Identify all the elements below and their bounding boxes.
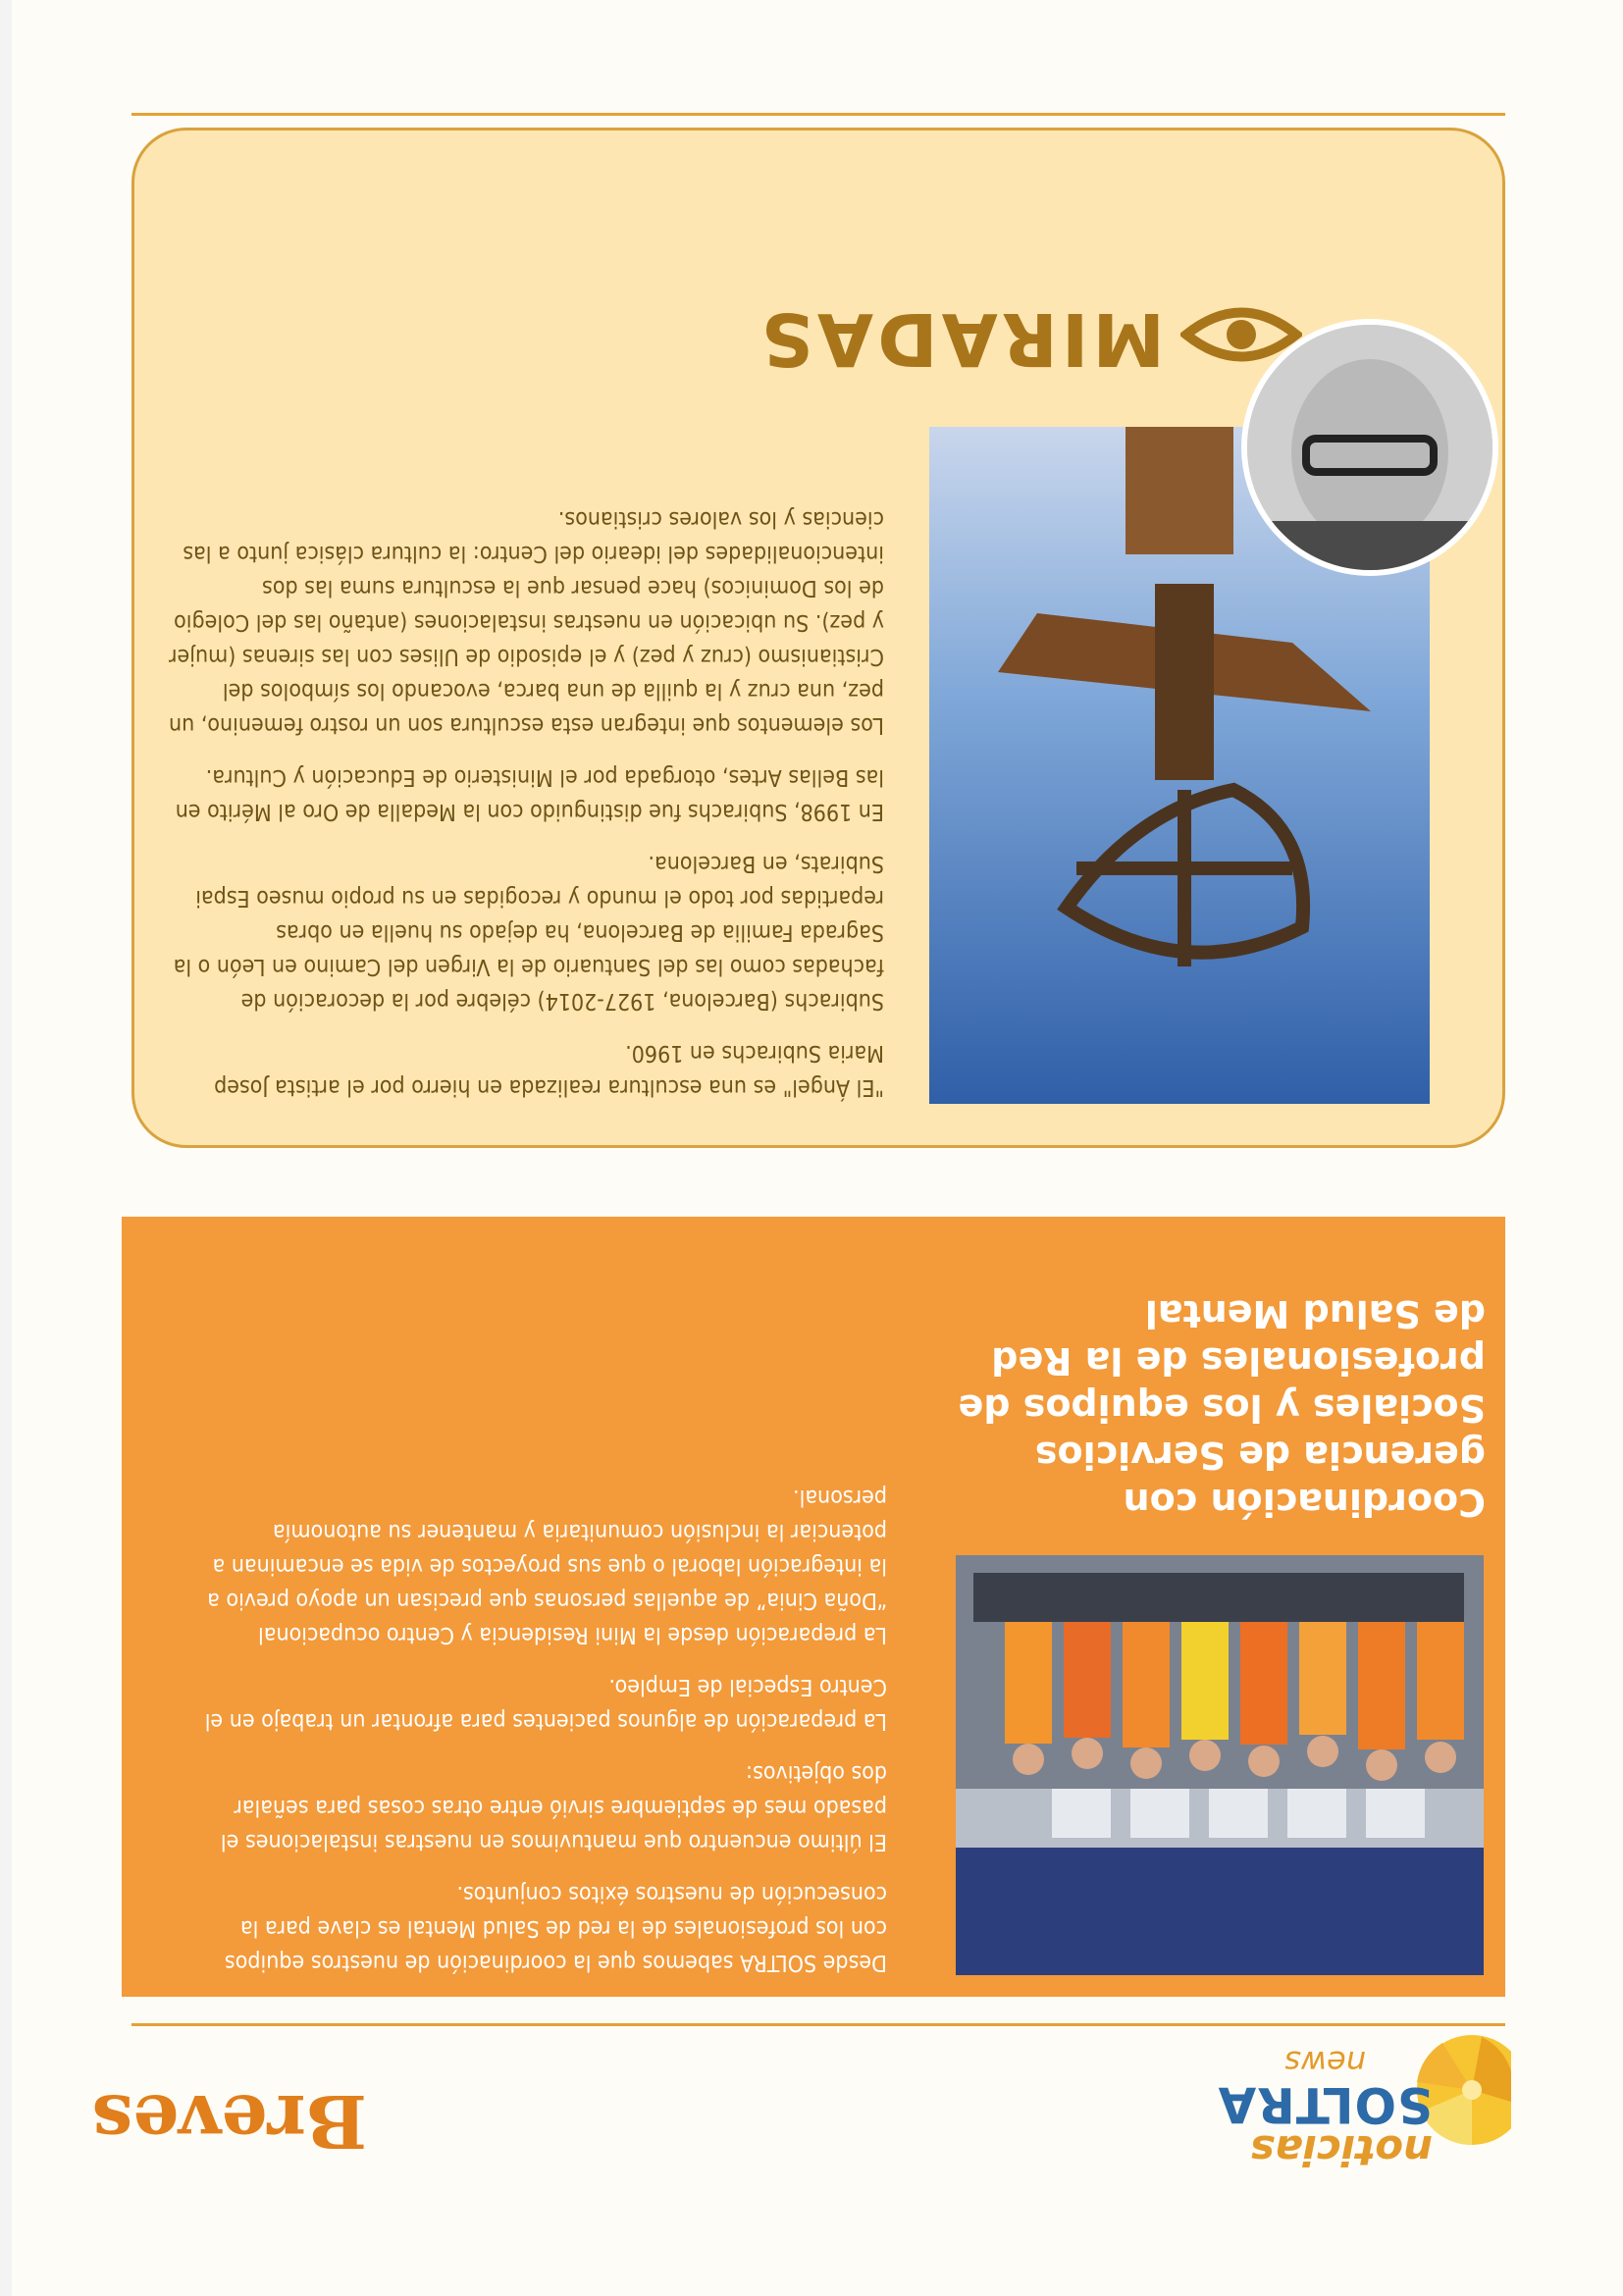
brand-news: news <box>1284 2044 1366 2081</box>
brand-noticias: noticias <box>1250 2126 1433 2174</box>
coordination-article <box>122 1217 1505 1997</box>
brand-soltra: SOLTRA <box>1217 2076 1433 2133</box>
article-headline: Coordinación con gerencia de Servicios Sociales y los equipos de profesionales de la Red de Salud Mental <box>958 1292 1486 1524</box>
miradas-paragraph: Los elementos que integran esta escultura son un rostro femenino, un pez, una cruz y la quilla de una barca, evocando los símbolos del Cristianismo (cruz y pez) y el episodio de Ulises con las sirenas (mujer y pez). Su ubicación en nuestras instalaciones (antaño las del Colegio de los Dominicos) hace pensar que la escultura suma las dos intencionalidades del ideario del Centro: la cultura clásica junto a las ciencias y los valores cristianos. <box>168 506 884 738</box>
article-body <box>200 1462 887 1979</box>
magazine-page <box>12 0 1623 2296</box>
miradas-title: MIRADAS <box>757 296 1165 381</box>
article-paragraph: Desde SOLTRA sabemos que la coordinación de nuestros equipos con los profesionales de la red de Salud Mental es clave para la consecución de nuestros éxitos conjuntos. <box>224 1881 887 1975</box>
header-divider <box>131 2023 1505 2026</box>
miradas-article <box>131 128 1505 1148</box>
footer-divider <box>131 113 1505 116</box>
article-paragraph: El último encuentro que mantuvimos en nuestras instalaciones el pasado mes de septiembre sirvió entre otras cosas para señalar dos objetivos: <box>220 1760 887 1854</box>
workers-group-photo <box>956 1555 1484 1975</box>
article-paragraph: La preparación desde la Mini Residencia y Centro ocupacional “Doña Cinia” de aquellas personas que precisan un apoyo previo a la integración laboral o que sus proyectos de vida se encaminan a potenciar la inclusión comunitaria y mantener su autonomía personal. <box>207 1485 887 1647</box>
article-paragraph: La preparación de algunos pacientes para afrontar un trabajo en el Centro Especial de Empleo. <box>204 1674 887 1734</box>
eye-icon <box>1180 300 1302 369</box>
miradas-body <box>168 484 884 1104</box>
miradas-paragraph: En 1998, Subirachs fue distinguido con la Medalla de Oro al Mérito en las Bellas Artes, otorgada por el Ministerio de Educación y Cultura. <box>175 764 884 824</box>
miradas-paragraph: "El Ángel" es una escultura realizada en hierro por el artista Josep Maria Subirachs en 1960. <box>214 1040 884 1100</box>
miradas-paragraph: Subirachs (Barcelona, 1927-2014) célebre por la decoración de fachadas como las del Santuario de la Virgen del Camino en León o la Sagrada Familia de Barcelona, ha dejado su huella en obras repartidas por todo el mundo y recogidas en su propio museo Espai Subirats, en Barcelona. <box>173 851 884 1014</box>
section-title: Breves <box>91 2078 367 2163</box>
